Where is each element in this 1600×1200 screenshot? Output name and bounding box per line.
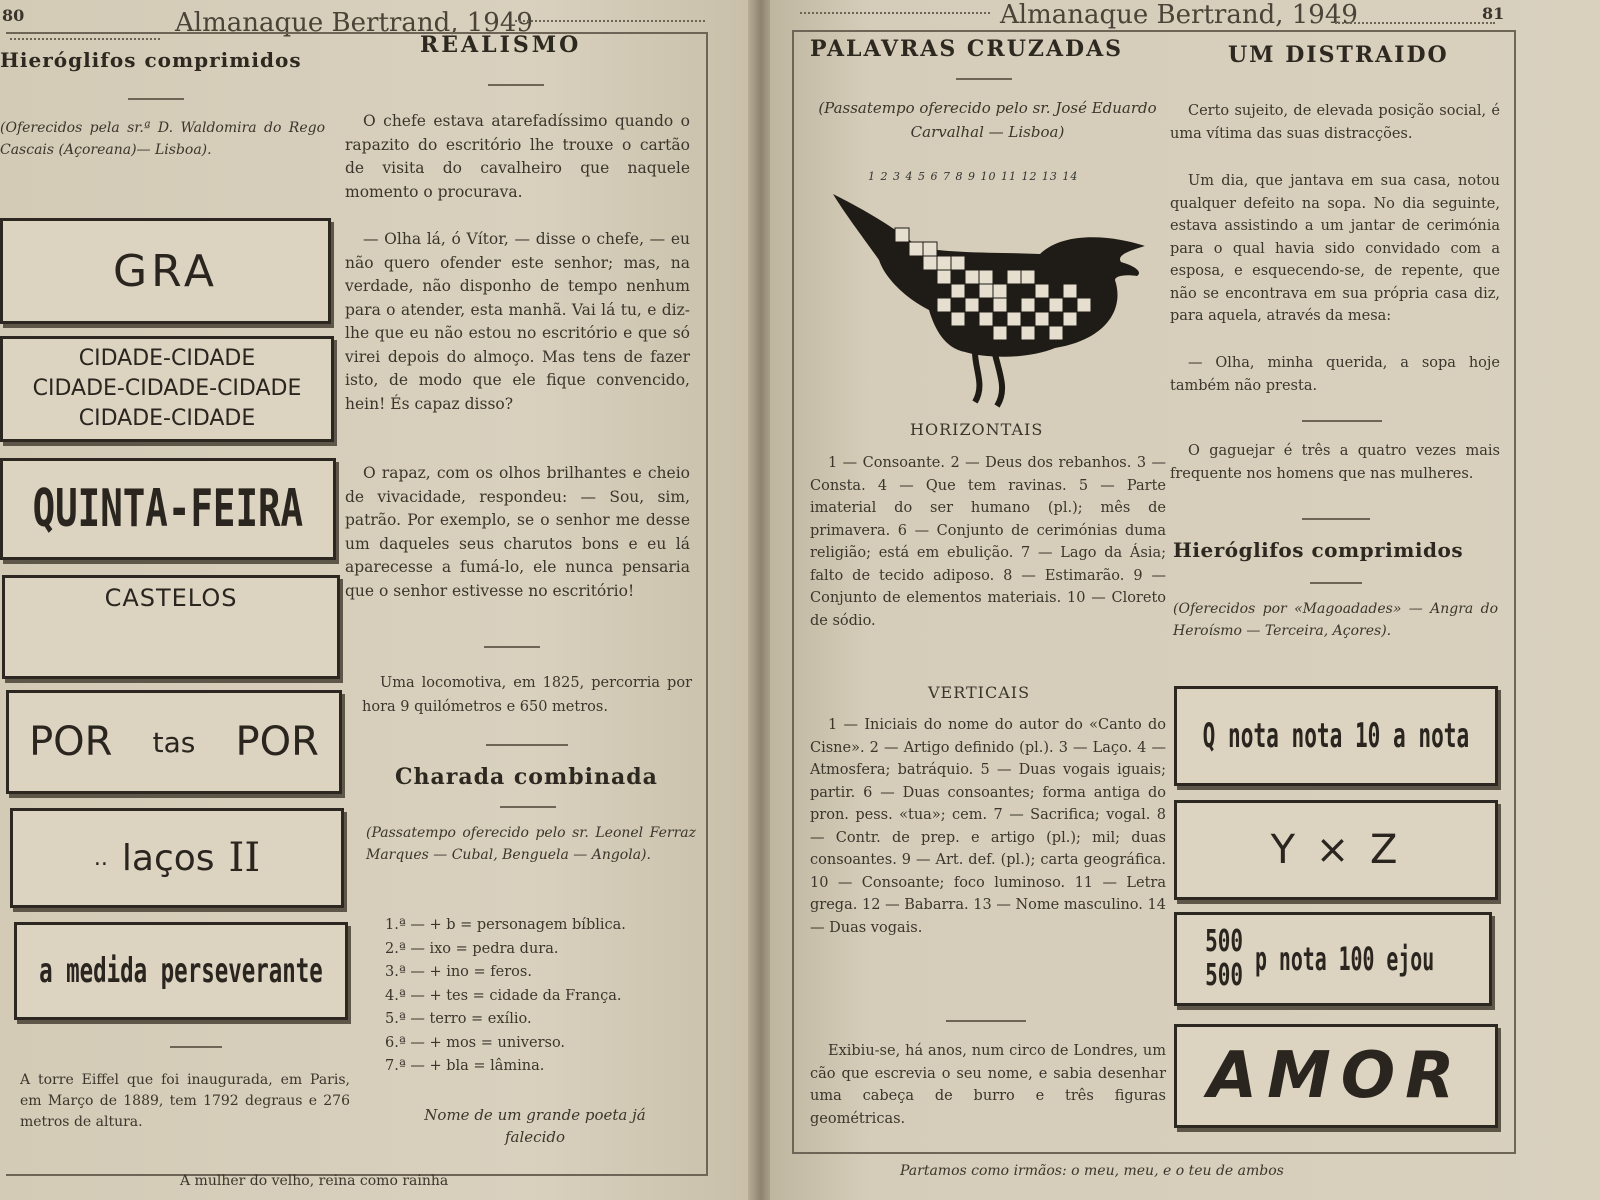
divider <box>1310 582 1362 584</box>
page-footer: A mulher do velho, reina como rainha <box>180 1173 449 1189</box>
trivia-text: Uma locomotiva, em 1825, percorria por hora 9 quilómetros e 650 metros. <box>362 675 692 715</box>
rebus-box <box>0 336 334 442</box>
rebus-stack <box>1197 925 1251 993</box>
rebus-box <box>6 690 342 794</box>
section-title: UM DISTRAIDO <box>1228 42 1449 68</box>
rebus-text: II <box>228 835 261 881</box>
story-paragraph: O rapaz, com os olhos brilhantes e cheio de vivacidade, respondeu: — Sou, sim, patrão. Por exemplo, se o senhor me desse um daqueles seus charutos bons e eu lá aparecesse a fumá-lo, ele nunca pensaria que o senhor estivesse no escritório! <box>345 464 690 600</box>
left-page <box>0 0 760 1200</box>
page-number: 80 <box>2 6 25 25</box>
rebus-text: Q nota nota 10 a nota <box>1202 716 1470 756</box>
riddle-lines <box>385 914 685 1079</box>
riddle-line: 2.ª — ixo = pedra dura. <box>385 940 559 957</box>
divider <box>170 1046 222 1048</box>
rebus-box <box>0 218 331 324</box>
divider <box>500 806 556 808</box>
rebus-text: laços <box>121 837 215 879</box>
divider <box>484 646 540 648</box>
section-title: REALISMO <box>420 32 582 58</box>
trivia-text: Exibiu-se, há anos, num circo de Londres, um cão que escrevia o seu nome, e sabia desenhar uma cabeça de burro e três figuras geométricas. <box>810 1043 1166 1127</box>
divider <box>128 98 184 100</box>
section-title: Hieróglifos comprimidos <box>0 48 302 72</box>
rebus-box <box>1174 800 1498 900</box>
clues-horizontal: 1 — Consoante. 2 — Deus dos rebanhos. 3 — Consta. 4 — Que tem ravinas. 5 — Parte imaterial do ser humano (pl.); mês de primavera. 6 — Conjunto de cerimónias duma religião; está em ebulição. 7 — Lago da Ásia; falto de tecido adiposo. 8 — Estimarão. 9 — Conjunto de elementos materiais. 10 — Cloreto de sódio. <box>810 455 1166 629</box>
story-paragraph: Certo sujeito, de elevada posição social, é uma vítima das suas distracções. <box>1170 103 1500 142</box>
right-page <box>770 0 1600 1200</box>
section-title: Charada combinada <box>395 764 658 790</box>
rebus-box <box>14 922 348 1020</box>
rebus-text: CIDADE-CIDADE <box>78 346 256 371</box>
divider <box>946 1020 1026 1022</box>
ornament-line <box>515 20 705 32</box>
riddle-line: 4.ª — + tes = cidade da França. <box>385 987 622 1004</box>
rebus-box <box>1174 912 1492 1006</box>
credit-text: (Passatempo oferecido pelo sr. Leonel Ferraz Marques — Cubal, Benguela — Angola). <box>366 825 696 863</box>
page-footer: Partamos como irmãos: o meu, meu, e o teu de ambos <box>900 1163 1284 1179</box>
rebus-text: Y × Z <box>1270 827 1402 873</box>
divider <box>956 78 1012 80</box>
rebus-box <box>1174 686 1498 786</box>
crossword-bird-puzzle[interactable] <box>825 180 1165 420</box>
rebus-text: a medida perseverante <box>39 951 323 991</box>
trivia-text: O gaguejar é três a quatro vezes mais frequente nos homens que nas mulheres. <box>1170 443 1500 482</box>
riddle-line: 3.ª — + ino = feros. <box>385 964 532 980</box>
section-title: Hieróglifos comprimidos <box>1173 538 1464 562</box>
clues-heading: HORIZONTAIS <box>910 420 1044 439</box>
rebus-text: AMOR <box>1207 1039 1465 1113</box>
credit-text: (Oferecidos pela sr.ª D. Waldomira do Rego Cascais (Açoreana)— Lisboa). <box>0 120 325 158</box>
page-header: Almanaque Bertrand, 1949 <box>175 8 533 38</box>
divider <box>1302 420 1382 422</box>
divider <box>488 84 544 86</box>
clues-vertical: 1 — Iniciais do nome do autor do «Canto do Cisne». 2 — Artigo definido (pl.). 3 — Laço. 4 — Atmosfera; batráquio. 5 — Duas vogais iguais; partir. 6 — Duas consoantes; forma antiga do pron. pess. «tua»; cem. 7 — Sacrifica; vogal. 8 — Contr. de prep. e artigo (pl.); mil; duas consoantes. 9 — Art. def. (pl.); carta geográfica. 10 — Consoante; foco luminoso. 11 — Letra grega. 12 — Babarra. 13 — Nome masculino. 14 — Duas vogais. <box>810 717 1166 936</box>
story-paragraph: — Olha lá, ó Vítor, — disse o chefe, — eu não quero ofender este senhor; mas, na verdade, não disponho de tempo nenhum para o atender, esta manhã. Vai lá tu, e diz-lhe que eu não estou no escritório e que só virei depois do almoço. Mas tens de fazer isto, de modo que ele fique convencido, hein! És capaz disso? <box>345 230 690 413</box>
section-title: PALAVRAS CRUZADAS <box>810 36 1124 62</box>
page-header: Almanaque Bertrand, 1949 <box>1000 0 1358 30</box>
credit-text: (Passatempo oferecido pelo sr. José Eduardo Carvalhal — Lisboa) <box>818 99 1157 141</box>
bird-legs <box>975 352 1002 406</box>
rebus-text: CIDADE-CIDADE-CIDADE <box>32 376 302 401</box>
riddle-line: 1.ª — + b = personagem bíblica. <box>385 917 626 933</box>
rebus-text: 500 <box>1205 924 1244 959</box>
riddle-answer-hint: Nome de um grande poeta já falecido <box>424 1106 646 1146</box>
rebus-text: 500 <box>1205 958 1244 993</box>
riddle-line: 7.ª — + bla = lâmina. <box>385 1058 545 1074</box>
ornament-line <box>800 12 990 24</box>
rebus-text: POR <box>29 719 113 765</box>
divider <box>486 744 568 746</box>
story-paragraph: Um dia, que jantava em sua casa, notou qualquer defeito na sopa. No dia seguinte, estava assistindo a um jantar de cerimónia para o qual havia sido convidado com a esposa, e esquecendo-se, de repente, que não se encontrava em sua própria casa diz, para aquela, através da mesa: <box>1170 173 1500 324</box>
rebus-text: CIDADE-CIDADE <box>78 406 256 431</box>
rebus-text: CASTELOS <box>104 584 238 612</box>
clues-heading: VERTICAIS <box>928 683 1031 702</box>
rebus-box <box>0 458 336 560</box>
trivia-text: A torre Eiffel que foi inaugurada, em Paris, em Março de 1889, tem 1792 degraus e 276 metros de altura. <box>20 1072 350 1130</box>
credit-text: (Oferecidos por «Magoadades» — Angra do Heroísmo — Terceira, Açores). <box>1173 601 1498 639</box>
rebus-text: p nota 100 ejou <box>1255 940 1435 978</box>
rebus-text: QUINTA-FEIRA <box>32 479 304 539</box>
rebus-text: .. <box>93 845 108 871</box>
rebus-box <box>2 575 340 679</box>
rebus-box <box>1174 1024 1498 1128</box>
riddle-line: 6.ª — + mos = universo. <box>385 1034 566 1051</box>
divider <box>1302 518 1370 520</box>
riddle-line: 5.ª — terro = exílio. <box>385 1011 532 1027</box>
rebus-box <box>10 808 344 908</box>
story-paragraph: O chefe estava atarefadíssimo quando o rapazito do escritório lhe trouxe o cartão de visita do cavalheiro que naquele momento o procurava. <box>345 112 690 201</box>
rebus-text: GRA <box>113 245 218 297</box>
page-number: 81 <box>1482 4 1505 23</box>
rebus-text: POR <box>235 719 319 765</box>
story-paragraph: — Olha, minha querida, a sopa hoje também não presta. <box>1170 355 1500 394</box>
rebus-text: tas <box>152 725 196 759</box>
crossword-column-numbers: 1 2 3 4 5 6 7 8 9 10 11 12 13 14 <box>868 170 1079 183</box>
